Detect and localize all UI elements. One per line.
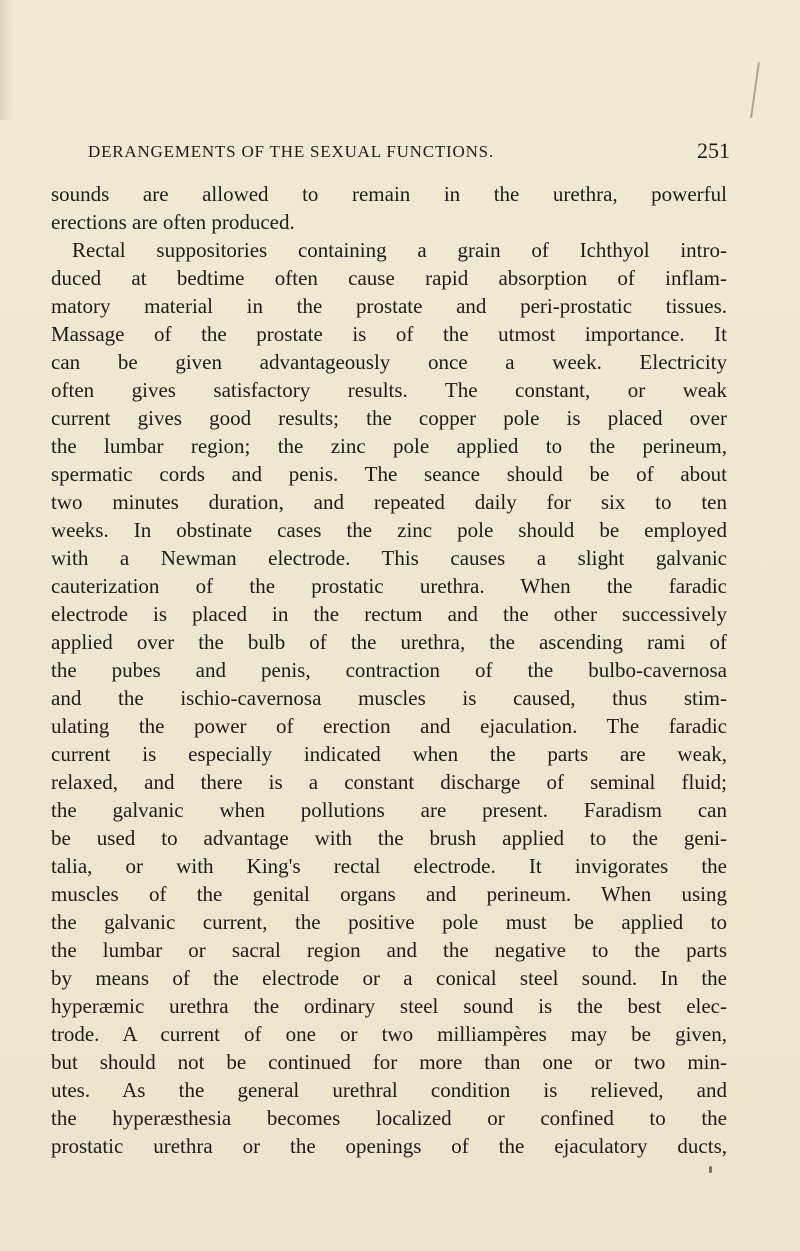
text-line: electrode is placed in the rectum and the other successively (51, 602, 727, 626)
text-line: current gives good results; the copper pole is placed over (51, 406, 727, 430)
text-line: the galvanic when pollutions are present. Faradism can (51, 798, 727, 822)
pencil-mark (750, 62, 760, 118)
text-line: relaxed, and there is a constant discharge of seminal fluid; (51, 770, 727, 794)
running-title: DERANGEMENTS OF THE SEXUAL FUNCTIONS. (88, 142, 494, 161)
text-line: sounds are allowed to remain in the urethra, powerful (51, 182, 727, 206)
text-line: trode. A current of one or two milliampères may be given, (51, 1022, 727, 1046)
text-line: can be given advantageously once a week. Electricity (51, 350, 727, 374)
body-text (51, 180, 727, 1160)
ink-speck (709, 1166, 712, 1173)
text-line: the galvanic current, the positive pole must be applied to (51, 910, 727, 934)
text-line: weeks. In obstinate cases the zinc pole should be employed (51, 518, 727, 542)
text-line: Massage of the prostate is of the utmost importance. It (51, 322, 727, 346)
text-line: talia, or with King's rectal electrode. It invigorates the (51, 854, 727, 878)
text-line: and the ischio-cavernosa muscles is caused, thus stim- (51, 686, 727, 710)
text-line: spermatic cords and penis. The seance should be of about (51, 462, 727, 486)
text-line: the lumbar or sacral region and the negative to the parts (51, 938, 727, 962)
text-line: ulating the power of erection and ejaculation. The faradic (51, 714, 727, 738)
text-line: cauterization of the prostatic urethra. When the faradic (51, 574, 727, 598)
text-line: prostatic urethra or the openings of the ejaculatory ducts, (51, 1134, 727, 1158)
text-line: often gives satisfactory results. The constant, or weak (51, 378, 727, 402)
text-line: with a Newman electrode. This causes a slight galvanic (51, 546, 727, 570)
text-line: but should not be continued for more than one or two min- (51, 1050, 727, 1074)
page-header (88, 138, 730, 168)
text-line: current is especially indicated when the parts are weak, (51, 742, 727, 766)
text-line: the pubes and penis, contraction of the bulbo-cavernosa (51, 658, 727, 682)
text-line: utes. As the general urethral condition is relieved, and (51, 1078, 727, 1102)
text-line: two minutes duration, and repeated daily for six to ten (51, 490, 727, 514)
text-line: by means of the electrode or a conical steel sound. In the (51, 966, 727, 990)
text-line: Rectal suppositories containing a grain of Ichthyol intro- (72, 238, 727, 262)
page-edge-shadow (0, 0, 14, 120)
text-line: hyperæmic urethra the ordinary steel sound is the best elec- (51, 994, 727, 1018)
text-line: muscles of the genital organs and perineum. When using (51, 882, 727, 906)
text-line: the hyperæsthesia becomes localized or confined to the (51, 1106, 727, 1130)
text-line: duced at bedtime often cause rapid absorption of inflam- (51, 266, 727, 290)
page-number: 251 (697, 138, 730, 163)
text-line: applied over the bulb of the urethra, the ascending rami of (51, 630, 727, 654)
text-line: erections are often produced. (51, 210, 295, 234)
text-line: matory material in the prostate and peri-prostatic tissues. (51, 294, 727, 318)
text-line: be used to advantage with the brush applied to the geni- (51, 826, 727, 850)
text-line: the lumbar region; the zinc pole applied to the perineum, (51, 434, 727, 458)
